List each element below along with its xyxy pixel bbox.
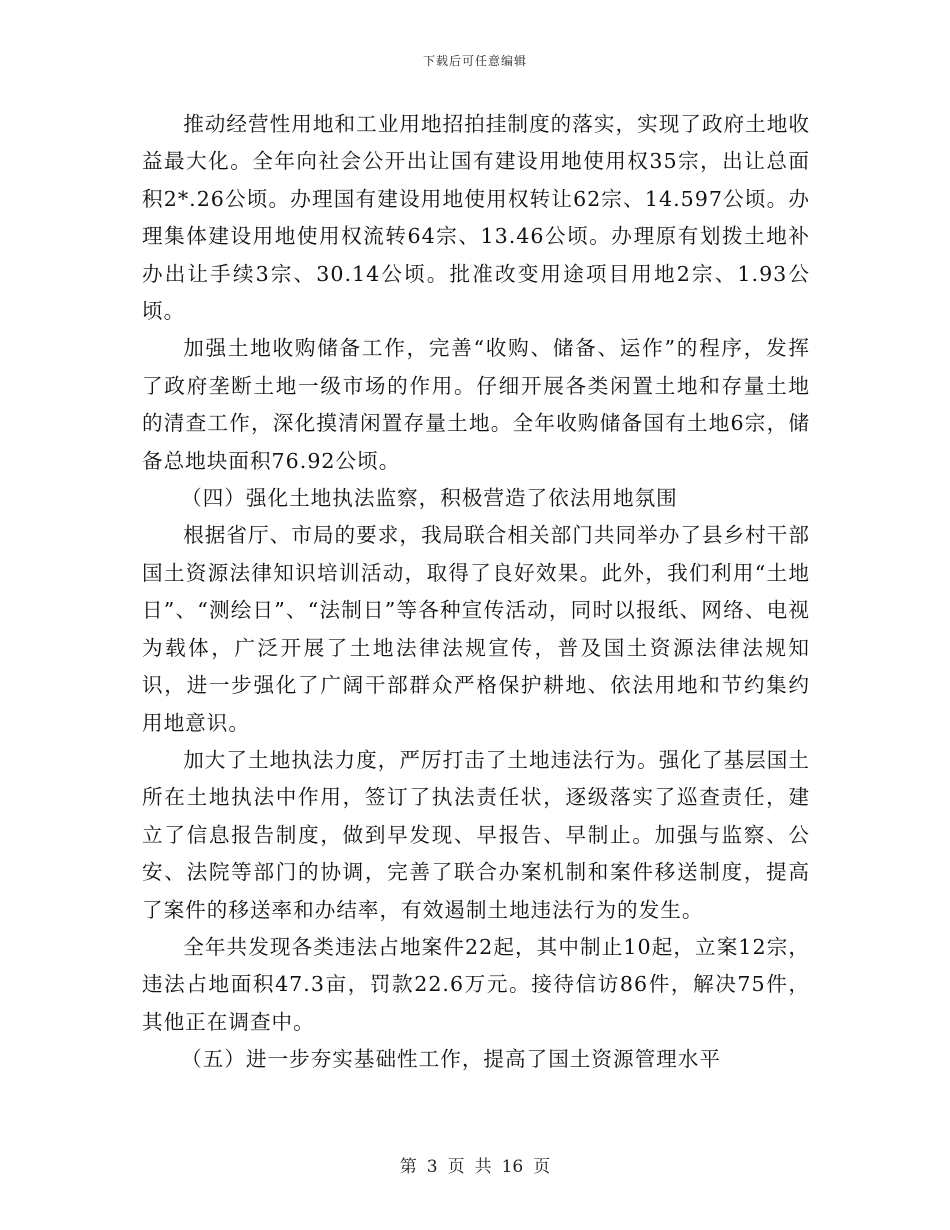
document-body — [142, 106, 810, 1079]
footer-page-word: 页 — [447, 1157, 465, 1177]
paragraph-land-transfer: 推动经营性用地和工业用地招拍挂制度的落实，实现了政府土地收益最大化。全年向社会公开出让国有建设用地使用权35宗，出让总面积2*.26公顷。办理国有建设用地使用权转让62宗、14.597公顷。办理集体建设用地使用权流转64宗、13.46公顷。办理原有划拨土地补办出让手续3宗、30.14公顷。批准改变用途项目用地2宗、1.93公顷。 — [142, 112, 810, 324]
paragraph-enforcement: 加大了土地执法力度，严厉打击了土地违法行为。强化了基层国土所在土地执法中作用，签订了执法责任状，逐级落实了巡查责任，建立了信息报告制度，做到早发现、早报告、早制止。加强与监察、公安、法院等部门的协调，完善了联合办案机制和案件移送制度，提高了案件的移送率和办结率，有效遏制土地违法行为的发生。 — [142, 747, 810, 922]
footer-total-suffix: 页 — [533, 1157, 551, 1177]
page-number-footer — [0, 1152, 950, 1177]
paragraph-law-training: 根据省厅、市局的要求，我局联合相关部门共同举办了县乡村干部国土资源法律知识培训活动，取得了良好效果。此外，我们利用“土地日”、“测绘日”、“法制日”等各种宣传活动，同时以报纸、网络、电视为载体，广泛开展了土地法律法规宣传，普及国土资源法律法规知识，进一步强化了广阔干部群众严格保护耕地、依法用地和节约集约用地意识。 — [142, 523, 810, 735]
paragraph-land-reserve: 加强土地收购储备工作，完善“收购、储备、运作”的程序，发挥了政府垄断土地一级市场的作用。仔细开展各类闲置土地和存量土地的清查工作，深化摸清闲置存量土地。全年收购储备国有土地6宗，储备总地块面积76.92公顷。 — [142, 336, 810, 473]
section-heading-5: （五）进一步夯实基础性工作，提高了国土资源管理水平 — [181, 1047, 721, 1072]
footer-page-current: 3 — [426, 1157, 438, 1177]
footer-page-total: 16 — [501, 1157, 524, 1177]
footer-page-prefix: 第 — [399, 1157, 417, 1177]
page-header-note: 下载后可任意编辑 — [422, 54, 527, 68]
paragraph-case-statistics: 全年共发现各类违法占地案件22起，其中制止10起，立案12宗，违法占地面积47.3亩，罚款22.6万元。接待信访86件，解决75件，其他正在调查中。 — [142, 934, 810, 1034]
footer-total-prefix: 共 — [474, 1157, 492, 1177]
section-heading-4: （四）强化土地执法监察，积极营造了依法用地氛围 — [181, 486, 678, 511]
